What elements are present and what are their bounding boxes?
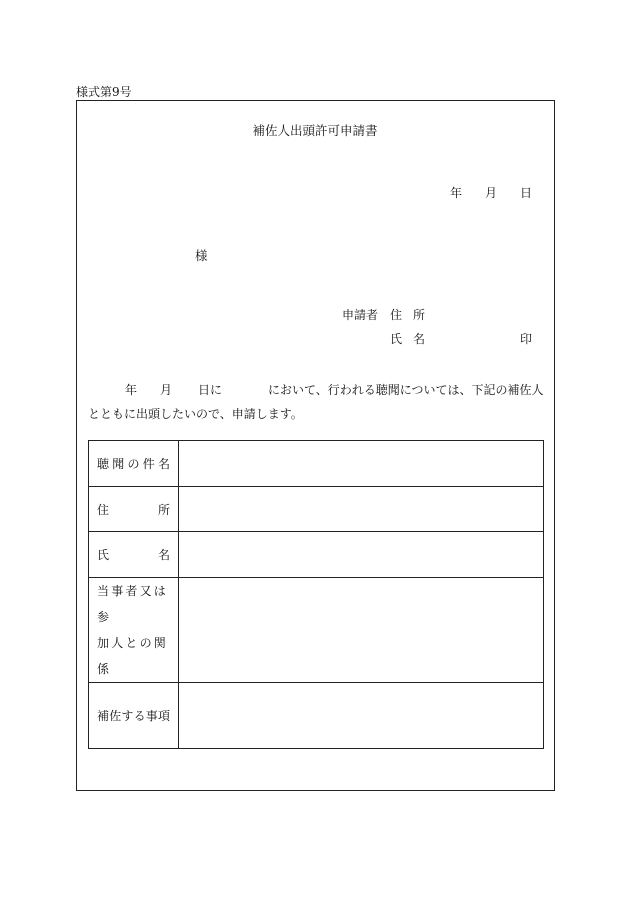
label-relationship <box>89 578 179 683</box>
label-char: 聞 <box>112 457 125 471</box>
label-char: 住 <box>97 502 110 517</box>
seal-mark: 印 <box>520 332 533 346</box>
label-line-1: 当事者又は参 <box>97 584 169 624</box>
label-char: 項 <box>157 709 170 723</box>
label-char: る <box>133 709 146 723</box>
label-name <box>89 532 179 578</box>
body-year: 年 <box>125 383 138 397</box>
table-row <box>89 441 544 487</box>
date-year-label: 年 <box>450 186 463 200</box>
body-day: 日に <box>198 383 223 397</box>
table-row <box>89 578 544 683</box>
value-hearing-subject[interactable] <box>179 441 544 487</box>
label-assist-matters <box>89 683 179 749</box>
label-char: 名 <box>157 457 170 471</box>
table-row <box>89 683 544 749</box>
detail-table <box>88 440 544 749</box>
label-hearing-subject <box>89 441 179 487</box>
label-char: す <box>121 709 134 723</box>
label-line-2: 加人との関係 <box>97 636 169 676</box>
address-label-1: 住 <box>390 308 403 322</box>
table-row <box>89 487 544 532</box>
body-month: 月 <box>160 383 173 397</box>
label-address <box>89 487 179 532</box>
body-line1: において、行われる聴聞については、下記の補佐人 <box>268 383 544 397</box>
form-number: 様式第9号 <box>76 85 132 99</box>
label-char: 補 <box>97 709 110 723</box>
addressee-suffix: 様 <box>195 248 208 263</box>
label-char: 事 <box>145 709 158 723</box>
date-month-label: 月 <box>485 186 498 200</box>
label-char: の <box>127 457 140 471</box>
date-day-label: 日 <box>520 186 533 200</box>
value-name[interactable] <box>179 532 544 578</box>
address-label-2: 所 <box>413 308 426 322</box>
name-label-2: 名 <box>413 332 426 346</box>
label-char: 所 <box>157 502 170 517</box>
body-line2: とともに出頭したいので、申請します。 <box>88 407 303 421</box>
table-row <box>89 532 544 578</box>
value-relationship[interactable] <box>179 578 544 683</box>
name-label-1: 氏 <box>390 332 403 346</box>
form-title: 補佐人出頭許可申請書 <box>252 123 378 138</box>
label-char: 佐 <box>109 709 122 723</box>
label-char: 氏 <box>97 548 110 562</box>
value-assist-matters[interactable] <box>179 683 544 749</box>
label-char: 名 <box>157 548 170 562</box>
value-address[interactable] <box>179 487 544 532</box>
label-char: 聴 <box>97 457 110 471</box>
applicant-label: 申請者 <box>342 308 379 322</box>
label-char: 件 <box>142 457 155 471</box>
